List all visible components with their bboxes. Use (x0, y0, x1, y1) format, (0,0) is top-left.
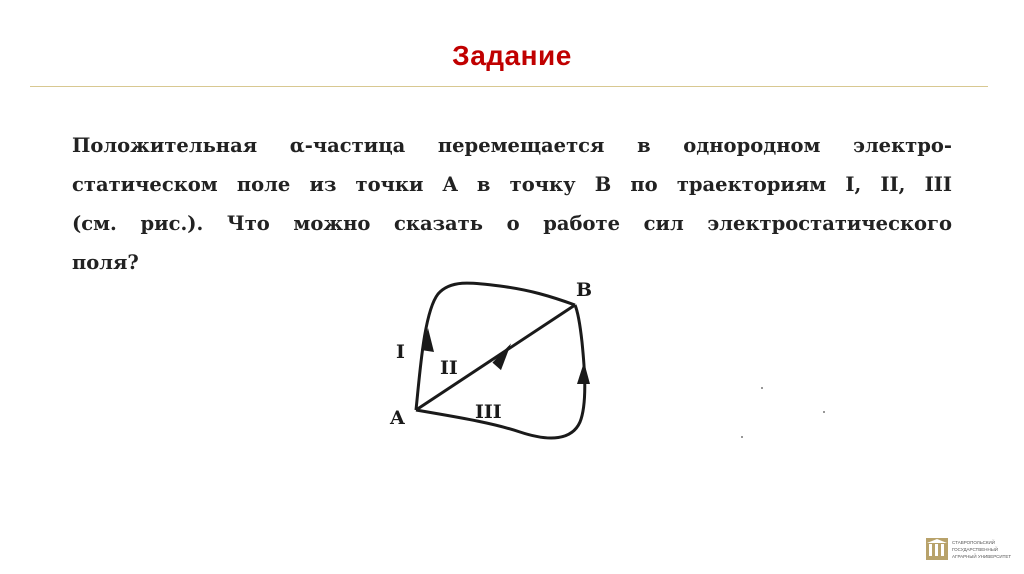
task-line: Положительная α-частица перемещается в однородном электро- (72, 134, 952, 157)
path-ii-label: II (440, 357, 458, 379)
point-b-label: B (576, 279, 593, 301)
university-logo (926, 536, 1014, 562)
logo-text-line: АГРАРНЫЙ УНИВЕРСИТЕТ (952, 554, 1012, 559)
decorative-dot (741, 436, 743, 438)
title-divider (30, 86, 988, 87)
path-i-label: I (396, 341, 405, 363)
trajectory-figure (380, 272, 620, 452)
task-text (72, 126, 952, 282)
task-line: статическом поле из точки A в точку B по траекториям I, II, III (72, 173, 952, 196)
decorative-dot (761, 387, 763, 389)
decorative-dot (823, 411, 825, 413)
slide-title: Задание (452, 40, 572, 71)
university-building-logo-icon (926, 538, 948, 560)
logo-text-line: ГОСУДАРСТВЕННЫЙ (952, 547, 999, 552)
task-line: поля? (72, 251, 139, 274)
path-iii-label: III (475, 401, 502, 423)
trajectory-diagram (380, 272, 620, 452)
point-a-label: A (390, 407, 405, 429)
task-line: (см. рис.). Что можно сказать о работе сил электростатического (72, 212, 952, 235)
logo-text-line: СТАВРОПОЛЬСКИЙ (952, 540, 995, 545)
trajectory-i (416, 283, 575, 410)
arrow-icon (577, 362, 590, 384)
